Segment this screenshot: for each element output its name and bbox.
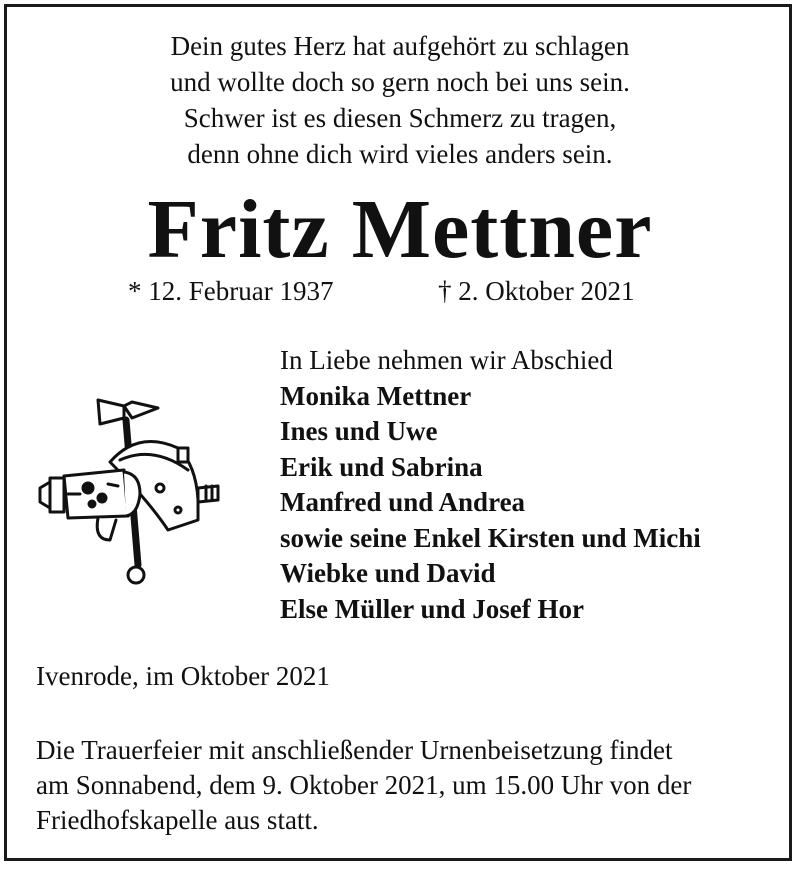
birth-date: * 12. Februar 1937: [128, 276, 334, 306]
place-and-date: Ivenrode, im Oktober 2021: [36, 661, 330, 691]
mourner-name: Wiebke und David: [280, 558, 496, 588]
mourner-name: Manfred und Andrea: [280, 487, 526, 517]
mourners-block: [280, 343, 701, 627]
deceased-name: Fritz Mettner: [147, 183, 653, 276]
memorial-poem: [0, 28, 800, 172]
farewell-intro: In Liebe nehmen wir Abschied: [280, 345, 613, 375]
funeral-notice-line: Die Trauerfeier mit anschließender Urnenbeisetzung findet: [36, 735, 673, 765]
fire-brigade-emblem-icon: [28, 390, 258, 600]
funeral-notice-line: Friedhofskapelle aus statt.: [36, 805, 319, 835]
mourner-name: Erik und Sabrina: [280, 451, 483, 482]
poem-line: denn ohne dich wird vieles anders sein.: [187, 139, 613, 169]
mourner-name: Else Müller und Josef Hor: [280, 593, 585, 624]
mourner-name: Monika Mettner: [280, 380, 472, 411]
mourner-name: sowie seine Enkel Kirsten und Michi: [280, 522, 701, 553]
funeral-notice: [36, 733, 691, 838]
poem-line: und wollte doch so gern noch bei uns sein.: [170, 67, 630, 97]
funeral-notice-line: am Sonnabend, dem 9. Oktober 2021, um 15.00 Uhr von der: [36, 770, 692, 800]
poem-line: Schwer ist es diesen Schmerz zu tragen,: [183, 103, 617, 133]
death-date: † 2. Oktober 2021: [438, 276, 635, 306]
mourner-name: Ines und Uwe: [280, 416, 438, 446]
poem-line: Dein gutes Herz hat aufgehört zu schlagen: [170, 31, 630, 61]
